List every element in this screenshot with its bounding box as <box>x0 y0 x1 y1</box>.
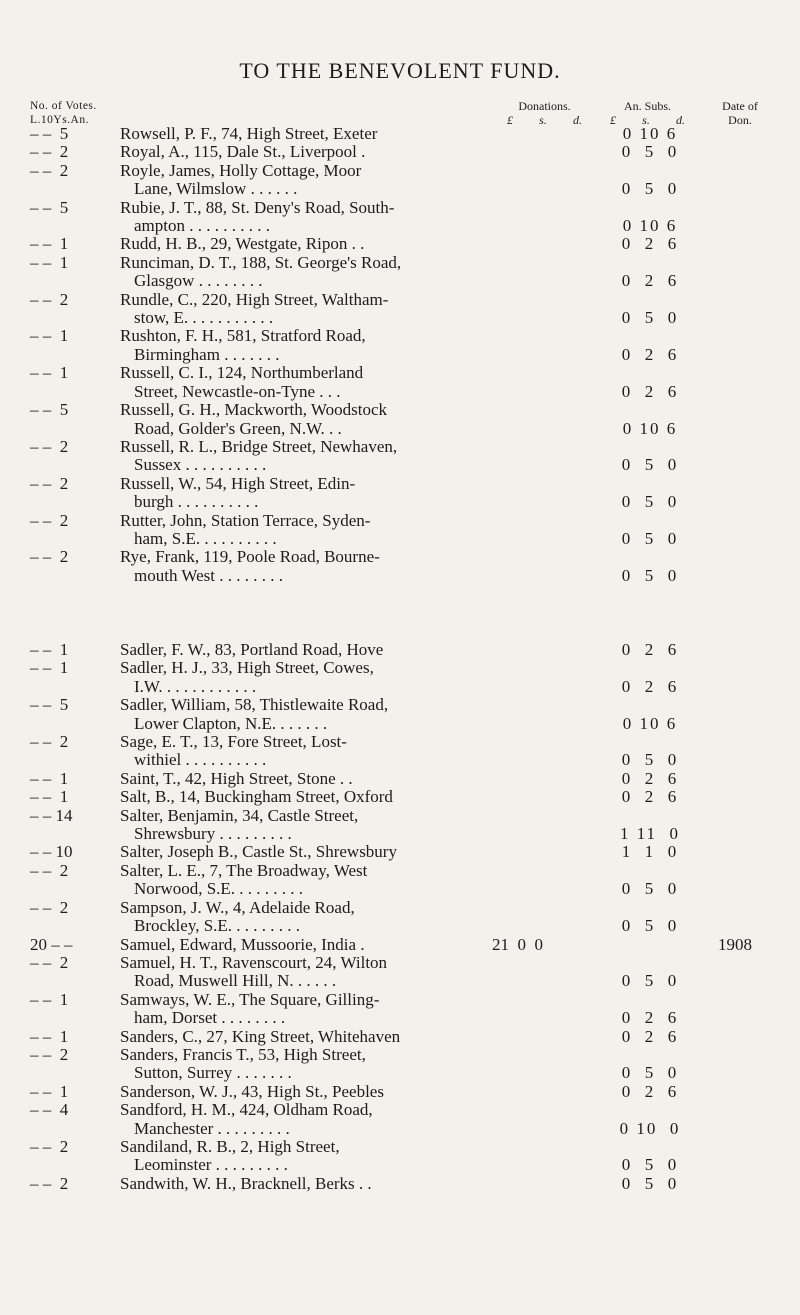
entry-line: withiel . . . . . . . . . . <box>134 750 267 770</box>
subscriber-name-address <box>120 954 495 991</box>
votes-cell: – – 1 <box>30 787 69 807</box>
subscription-amount: 0 10 6 <box>622 418 678 438</box>
entry-line: I.W. . . . . . . . . . . . <box>134 676 257 696</box>
subscriber-entry <box>0 936 800 954</box>
subscription-amount: 0 2 6 <box>621 640 679 659</box>
entries-section-s <box>0 641 800 1193</box>
subscriber-entry <box>0 1028 800 1046</box>
votes-cell: – – 2 <box>30 732 69 752</box>
subscriber-entry <box>0 807 800 844</box>
subscriber-entry <box>0 438 800 475</box>
donations-header-label: Donations. <box>518 99 571 113</box>
subscription-amount: 0 2 6 <box>621 1081 679 1101</box>
subscriber-name-address <box>120 1028 495 1046</box>
votes-cell: – – 1 <box>30 252 69 272</box>
subscriber-entry <box>0 364 800 401</box>
votes-cell: – – 14 <box>30 805 73 825</box>
votes-cell: – – 2 <box>30 160 69 180</box>
subscriber-name-address <box>120 1046 495 1083</box>
subscriber-entry <box>0 991 800 1028</box>
subscription-amount: 0 2 6 <box>621 787 679 807</box>
subscriber-entry <box>0 291 800 328</box>
subscriber-entry <box>0 1138 800 1175</box>
subscriber-entry <box>0 733 800 770</box>
subscription-amount: 1 11 0 <box>619 824 681 844</box>
subscription-amount: 0 10 6 <box>622 216 678 236</box>
votes-cell: – – 2 <box>30 860 69 880</box>
subscriber-entry <box>0 862 800 899</box>
entry-line: Samuel, H. T., Ravenscourt, 24, Wilton <box>120 952 388 972</box>
subscription-amount: 0 2 6 <box>621 234 679 254</box>
subscriber-name-address <box>120 162 495 199</box>
subscriber-name-address <box>120 254 495 291</box>
subscription-amount: 1 1 0 <box>621 842 679 862</box>
subscription-amount: 0 5 0 <box>621 879 679 899</box>
subscriber-entry <box>0 512 800 549</box>
votes-cell: – – 2 <box>30 436 69 456</box>
entry-line: Sandwith, W. H., Bracknell, Berks . . <box>120 1173 372 1193</box>
subscriber-name-address <box>120 843 495 861</box>
entry-line: Russell, W., 54, High Street, Edin- <box>120 473 356 493</box>
subscriber-name-address <box>120 512 495 549</box>
subscription-amount: 0 5 0 <box>621 565 679 585</box>
subscription-amount: 0 5 0 <box>621 1173 679 1193</box>
entry-line: stow, E. . . . . . . . . . . <box>134 308 274 328</box>
subscriber-name-address <box>120 659 495 696</box>
donation-date: 1908 <box>718 934 752 954</box>
subscriber-name-address <box>120 788 495 806</box>
subscription-amount: 0 10 6 <box>622 713 678 733</box>
subscriber-entry <box>0 788 800 806</box>
subscriber-name-address <box>120 364 495 401</box>
entry-line: mouth West . . . . . . . . <box>134 565 283 585</box>
subscription-amount: 0 2 6 <box>621 271 679 291</box>
votes-cell: 20 – – <box>30 934 73 954</box>
subscriber-entry <box>0 475 800 512</box>
subscriber-entry <box>0 548 800 585</box>
votes-column-header <box>30 99 97 127</box>
subscriber-name-address <box>120 291 495 328</box>
subscriber-name-address <box>120 770 495 788</box>
subscriber-entry <box>0 199 800 236</box>
entry-line: Manchester . . . . . . . . . <box>134 1118 290 1138</box>
entry-line: Sandiland, R. B., 2, High Street, <box>120 1136 340 1156</box>
votes-cell: – – 5 <box>30 695 69 715</box>
subscription-amount: 0 2 6 <box>621 1026 679 1046</box>
entries-section-r <box>0 125 800 585</box>
entry-line: Leominster . . . . . . . . . <box>134 1155 288 1175</box>
entry-line: Salter, L. E., 7, The Broadway, West <box>120 860 368 880</box>
subscriber-entry <box>0 641 800 659</box>
subscriber-name-address <box>120 696 495 733</box>
entry-line: Sanders, Francis T., 53, High Street, <box>120 1044 366 1064</box>
entry-line: ampton . . . . . . . . . . <box>134 216 270 236</box>
entry-line: Royal, A., 115, Dale St., Liverpool . <box>120 142 366 162</box>
shilling-unit: s. <box>539 113 547 127</box>
votes-cell: – – 2 <box>30 142 69 162</box>
subscriber-entry <box>0 899 800 936</box>
subscriber-entry <box>0 843 800 861</box>
entry-line: Sanders, C., 27, King Street, Whitehaven <box>120 1026 401 1046</box>
pence-unit: d. <box>675 113 685 127</box>
entry-line: Sadler, William, 58, Thistlewaite Road, <box>120 695 389 715</box>
entry-line: Russell, C. I., 124, Northumberland <box>120 363 364 383</box>
subscription-amount: 0 5 0 <box>621 142 679 162</box>
entry-line: Norwood, S.E. . . . . . . . . <box>134 879 304 899</box>
date-header-line2: Don. <box>728 113 752 127</box>
subscriber-entry <box>0 696 800 733</box>
pound-unit: £ <box>507 113 513 127</box>
subscription-amount: 0 5 0 <box>621 492 679 512</box>
entry-line: ham, Dorset . . . . . . . . <box>134 1008 286 1028</box>
entry-line: Rundle, C., 220, High Street, Waltham- <box>120 289 389 309</box>
votes-cell: – – 2 <box>30 897 69 917</box>
entry-line: Russell, R. L., Bridge Street, Newhaven, <box>120 436 398 456</box>
subscription-amount: 0 5 0 <box>621 750 679 770</box>
shilling-unit: s. <box>642 113 650 127</box>
pound-unit: £ <box>610 113 616 127</box>
page-title: TO THE BENEVOLENT FUND. <box>239 58 561 83</box>
subscription-amount: 0 10 6 <box>622 124 678 143</box>
votes-cell: – – 1 <box>30 768 69 788</box>
subscriber-name-address <box>120 199 495 236</box>
entry-line: Rubie, J. T., 88, St. Deny's Road, South- <box>120 197 395 217</box>
entry-line: Salter, Benjamin, 34, Castle Street, <box>120 805 359 825</box>
subscriber-entry <box>0 770 800 788</box>
votes-cell: – – 2 <box>30 510 69 530</box>
subscription-amount: 0 5 0 <box>621 971 679 991</box>
entry-line: burgh . . . . . . . . . . <box>134 492 259 512</box>
donation-amount: 21 0 0 <box>492 934 543 954</box>
entry-line: Samuel, Edward, Mussoorie, India . <box>120 934 365 954</box>
subscriber-entry <box>0 125 800 143</box>
subs-header-label: An. Subs. <box>623 99 671 113</box>
votes-cell: – – 2 <box>30 1173 69 1193</box>
subscriber-name-address <box>120 1101 495 1138</box>
votes-cell: – – 2 <box>30 952 69 972</box>
subscriber-entry <box>0 659 800 696</box>
subscription-amount: 0 2 6 <box>621 768 679 788</box>
subscription-amount: 0 2 6 <box>621 344 679 364</box>
subscriber-name-address <box>120 733 495 770</box>
subscriber-entry <box>0 1046 800 1083</box>
subs-column-header <box>600 99 695 127</box>
entry-line: Rushton, F. H., 581, Stratford Road, <box>120 326 366 346</box>
subscriber-name-address <box>120 807 495 844</box>
subscriber-entry <box>0 1101 800 1138</box>
entry-line: ham, S.E. . . . . . . . . . <box>134 528 277 548</box>
entry-line: Rowsell, P. F., 74, High Street, Exeter <box>120 124 378 143</box>
subscriber-name-address <box>120 899 495 936</box>
subscriber-name-address <box>120 641 495 659</box>
votes-cell: – – 1 <box>30 363 69 383</box>
entry-line: Road, Muswell Hill, N. . . . . . <box>134 971 337 991</box>
votes-header-line1: No. of Votes. <box>30 100 97 112</box>
entry-line: Brockley, S.E. . . . . . . . . <box>134 916 301 936</box>
subscriber-entry <box>0 954 800 991</box>
donations-column-header <box>497 99 592 127</box>
subscriber-name-address <box>120 401 495 438</box>
votes-cell: – – 2 <box>30 289 69 309</box>
entry-line: Lower Clapton, N.E. . . . . . . <box>134 713 328 733</box>
pence-unit: d. <box>572 113 582 127</box>
votes-cell: – – 1 <box>30 1026 69 1046</box>
subscription-amount: 0 5 0 <box>621 179 679 199</box>
entry-line: Rutter, John, Station Terrace, Syden- <box>120 510 371 530</box>
subscription-amount: 0 2 6 <box>621 676 679 696</box>
votes-cell: – – 1 <box>30 658 69 678</box>
subscription-amount: 0 2 6 <box>621 381 679 401</box>
entry-line: Road, Golder's Green, N.W. . . <box>134 418 342 438</box>
entry-line: Birmingham . . . . . . . <box>134 344 280 364</box>
votes-cell: – – 10 <box>30 842 73 862</box>
subscription-amount: 0 5 0 <box>621 455 679 475</box>
subscription-amount: 0 10 0 <box>619 1118 681 1138</box>
votes-cell: – – 1 <box>30 1081 69 1101</box>
entry-line: Shrewsbury . . . . . . . . . <box>134 824 292 844</box>
entry-line: Saint, T., 42, High Street, Stone . . <box>120 768 353 788</box>
votes-cell: – – 5 <box>30 124 69 143</box>
subscriber-name-address <box>120 548 495 585</box>
entry-line: Lane, Wilmslow . . . . . . <box>134 179 298 199</box>
votes-cell: – – 1 <box>30 989 69 1009</box>
entry-line: Rudd, H. B., 29, Westgate, Ripon . . <box>120 234 365 254</box>
entry-line: Sandford, H. M., 424, Oldham Road, <box>120 1100 373 1120</box>
entry-line: Samways, W. E., The Square, Gilling- <box>120 989 380 1009</box>
subscriber-entry <box>0 235 800 253</box>
subscriber-entry <box>0 1175 800 1193</box>
entry-line: Glasgow . . . . . . . . <box>134 271 263 291</box>
votes-cell: – – 4 <box>30 1100 69 1120</box>
subscriber-name-address <box>120 936 495 954</box>
date-column-header <box>700 99 780 127</box>
entry-line: Royle, James, Holly Cottage, Moor <box>120 160 362 180</box>
votes-cell: – – 2 <box>30 1044 69 1064</box>
entry-line: Runciman, D. T., 188, St. George's Road, <box>120 252 402 272</box>
votes-cell: – – 1 <box>30 326 69 346</box>
subscriber-name-address <box>120 438 495 475</box>
entry-line: Salt, B., 14, Buckingham Street, Oxford <box>120 787 393 807</box>
entry-line: Sadler, F. W., 83, Portland Road, Hove <box>120 640 384 659</box>
subscriber-name-address <box>120 235 495 253</box>
entry-line: Salter, Joseph B., Castle St., Shrewsbury <box>120 842 397 862</box>
entry-line: Sanderson, W. J., 43, High St., Peebles <box>120 1081 384 1101</box>
votes-cell: – – 2 <box>30 473 69 493</box>
votes-cell: – – 1 <box>30 234 69 254</box>
subscriber-name-address <box>120 1083 495 1101</box>
votes-cell: – – 5 <box>30 197 69 217</box>
subscriber-name-address <box>120 143 495 161</box>
entry-line: Russell, G. H., Mackworth, Woodstock <box>120 400 387 420</box>
subscription-amount: 0 2 6 <box>621 1008 679 1028</box>
votes-cell: – – 2 <box>30 547 69 567</box>
subscriber-name-address <box>120 862 495 899</box>
entry-line: Rye, Frank, 119, Poole Road, Bourne- <box>120 547 380 567</box>
subscription-amount: 0 5 0 <box>621 916 679 936</box>
votes-header-line2: L.10Ys.An. <box>30 114 89 126</box>
entry-line: Sampson, J. W., 4, Adelaide Road, <box>120 897 355 917</box>
subscriber-entry <box>0 143 800 161</box>
subscription-amount: 0 5 0 <box>621 308 679 328</box>
subscriber-name-address <box>120 991 495 1028</box>
votes-cell: – – 1 <box>30 640 69 659</box>
entry-line: Sussex . . . . . . . . . . <box>134 455 267 475</box>
subscriber-name-address <box>120 125 495 143</box>
entry-line: Sutton, Surrey . . . . . . . <box>134 1063 292 1083</box>
subscriber-name-address <box>120 327 495 364</box>
votes-cell: – – 2 <box>30 1136 69 1156</box>
entry-line: Street, Newcastle-on-Tyne . . . <box>134 381 341 401</box>
subscriber-entry <box>0 401 800 438</box>
entry-line: Sage, E. T., 13, Fore Street, Lost- <box>120 732 347 752</box>
subscription-amount: 0 5 0 <box>621 528 679 548</box>
votes-cell: – – 5 <box>30 400 69 420</box>
subscriber-entry <box>0 1083 800 1101</box>
subscription-amount: 0 5 0 <box>621 1063 679 1083</box>
subscriber-entry <box>0 162 800 199</box>
subscriber-entry <box>0 327 800 364</box>
entry-line: Sadler, H. J., 33, High Street, Cowes, <box>120 658 374 678</box>
subscriber-name-address <box>120 1175 495 1193</box>
subscriber-name-address <box>120 475 495 512</box>
subscriber-entry <box>0 254 800 291</box>
date-header-line1: Date of <box>722 99 758 113</box>
subscriber-name-address <box>120 1138 495 1175</box>
subscription-amount: 0 5 0 <box>621 1155 679 1175</box>
